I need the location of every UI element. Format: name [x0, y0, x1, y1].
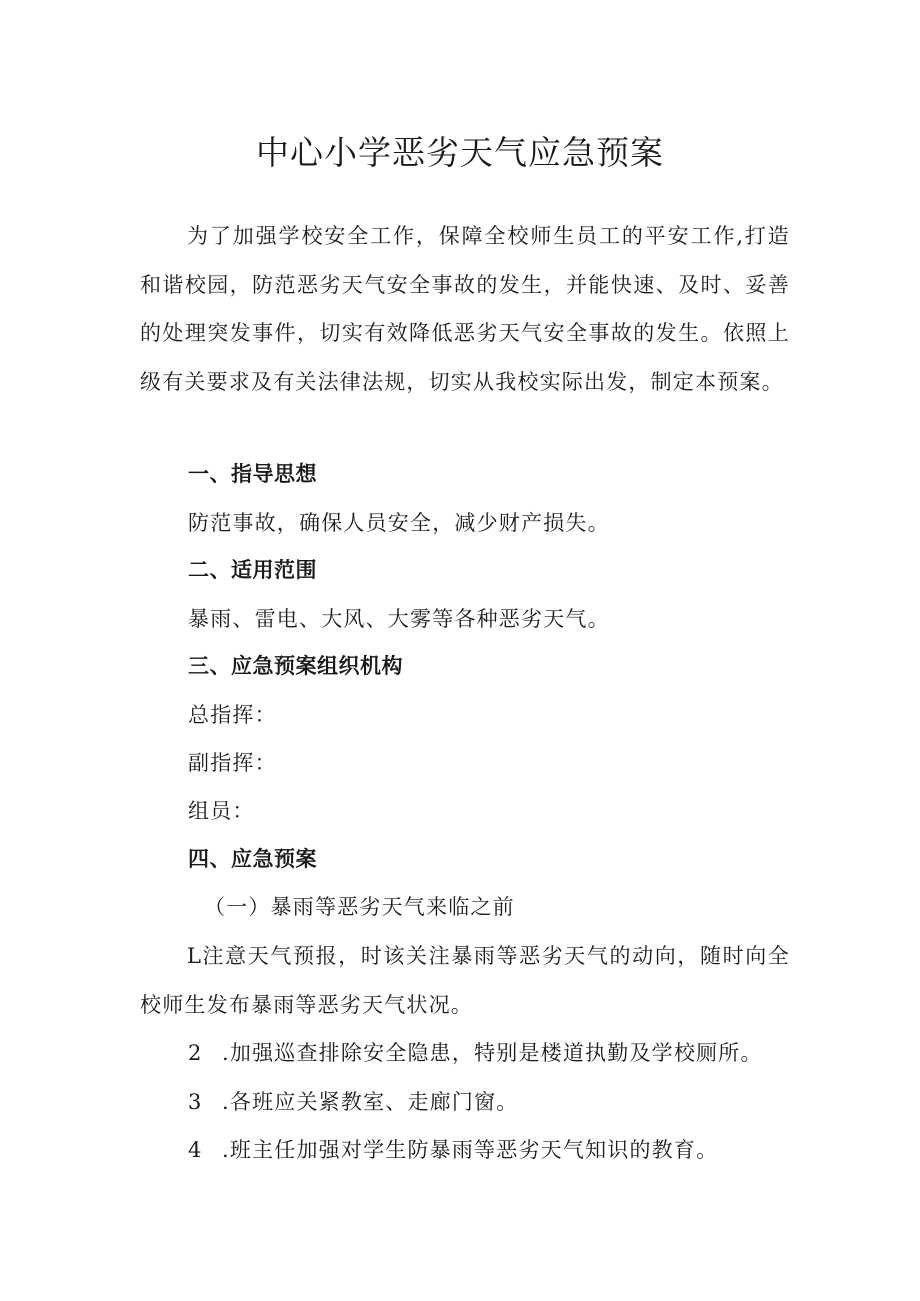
intro-paragraph: 为了加强学校安全工作，保障全校师生员工的平安工作,打造和谐校园，防范恶劣天气安全事故的发生，并能快速、及时、妥善的处理突发事件，切实有效降低恶劣天气安全事故的发生。依照上级有关要求及有关法律法规，切实从我校实际出发，制定本预案。: [140, 224, 790, 394]
chief-commander-label: 总指挥：: [188, 703, 277, 727]
document-title: 中心小学恶劣天气应急预案: [256, 133, 664, 172]
section-heading-organization: 三、应急预案组织机构: [188, 654, 403, 678]
plan-item-4: [188, 1135, 718, 1165]
plan-item-1: L注意天气预报，时该关注暴雨等恶劣天气的动向，随时向全校师生发布暴雨等恶劣天气状况。: [140, 944, 790, 1017]
plan-item-3: [188, 1087, 518, 1117]
plan-item-4-text: .班主任加强对学生防暴雨等恶劣天气知识的教育。: [222, 1138, 719, 1162]
plan-item-3-text: .各班应关紧教室、走廊门窗。: [222, 1090, 519, 1114]
plan-item-2-number: 2: [188, 1041, 203, 1065]
plan-item-3-number: 3: [188, 1090, 203, 1114]
section-heading-emergency-plan: 四、应急预案: [188, 847, 317, 871]
deputy-commander-label: 副指挥：: [188, 751, 277, 775]
plan-item-4-number: 4: [188, 1138, 203, 1162]
plan-item-2: [188, 1038, 763, 1068]
scope-text: 暴雨、雷电、大风、大雾等各种恶劣天气。: [188, 607, 610, 631]
members-label: 组员：: [188, 799, 255, 823]
subsection-heading-before-storm: （一）暴雨等恶劣天气来临之前: [204, 895, 515, 919]
plan-item-2-text: .加强巡查排除安全隐患，特别是楼道执勤及学校厕所。: [222, 1041, 763, 1065]
section-heading-scope: 二、适用范围: [188, 558, 317, 582]
section-heading-guiding-ideology: 一、指导思想: [188, 462, 317, 486]
guiding-ideology-text: 防范事故，确保人员安全，减少财产损失。: [188, 511, 610, 535]
